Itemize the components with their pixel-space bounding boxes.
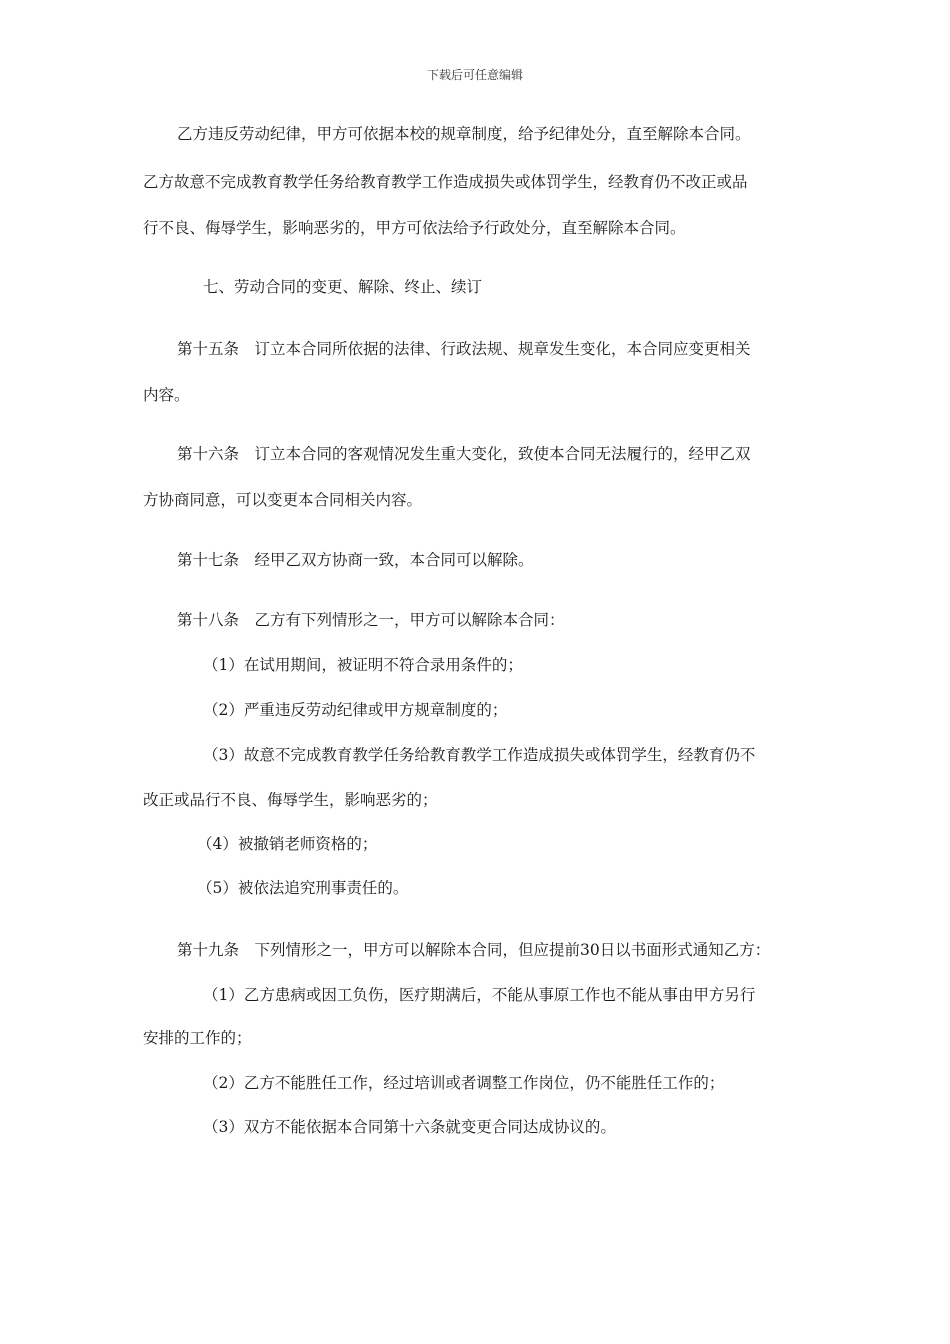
list-item: （1）乙方患病或因工负伤，医疗期满后，不能从事原工作也不能从事由甲方另行: [203, 986, 756, 1004]
list-item: （2）乙方不能胜任工作，经过培训或者调整工作岗位，仍不能胜任工作的；: [203, 1074, 725, 1092]
list-item: （1）在试用期间，被证明不符合录用条件的；: [203, 656, 523, 674]
list-item: 改正或品行不良、侮辱学生，影响恶劣的；: [143, 791, 438, 809]
page-header: 下载后可任意编辑: [426, 68, 523, 82]
article-line: 第十六条 订立本合同的客观情况发生重大变化，致使本合同无法履行的，经甲乙双: [177, 445, 751, 463]
paragraph-line: 乙方故意不完成教育教学任务给教育教学工作造成损失或体罚学生，经教育仍不改正或品: [143, 173, 748, 191]
list-item: （2）严重违反劳动纪律或甲方规章制度的；: [203, 701, 508, 719]
list-item: 安排的工作的；: [143, 1029, 252, 1047]
article-line: 内容。: [143, 386, 190, 404]
article-line: 第十八条 乙方有下列情形之一，甲方可以解除本合同：: [177, 611, 565, 629]
list-item: （5）被依法追究刑事责任的。: [197, 879, 409, 897]
list-item: （4）被撤销老师资格的；: [197, 835, 378, 853]
article-line: 第十七条 经甲乙双方协商一致，本合同可以解除。: [177, 551, 534, 569]
paragraph-line: 行不良、侮辱学生，影响恶劣的，甲方可依法给予行政处分，直至解除本合同。: [143, 219, 686, 237]
article-line: 第十九条 下列情形之一，甲方可以解除本合同，但应提前30日以书面形式通知乙方：: [177, 941, 771, 959]
paragraph-line: 乙方违反劳动纪律，甲方可依据本校的规章制度，给予纪律处分，直至解除本合同。: [177, 125, 751, 143]
list-item: （3）双方不能依据本合同第十六条就变更合同达成协议的。: [203, 1118, 616, 1136]
article-line: 第十五条 订立本合同所依据的法律、行政法规、规章发生变化，本合同应变更相关: [177, 340, 751, 358]
article-line: 方协商同意，可以变更本合同相关内容。: [143, 491, 423, 509]
list-item: （3）故意不完成教育教学任务给教育教学工作造成损失或体罚学生，经教育仍不: [203, 746, 756, 764]
section-heading: 七、劳动合同的变更、解除、终止、续订: [203, 278, 483, 296]
